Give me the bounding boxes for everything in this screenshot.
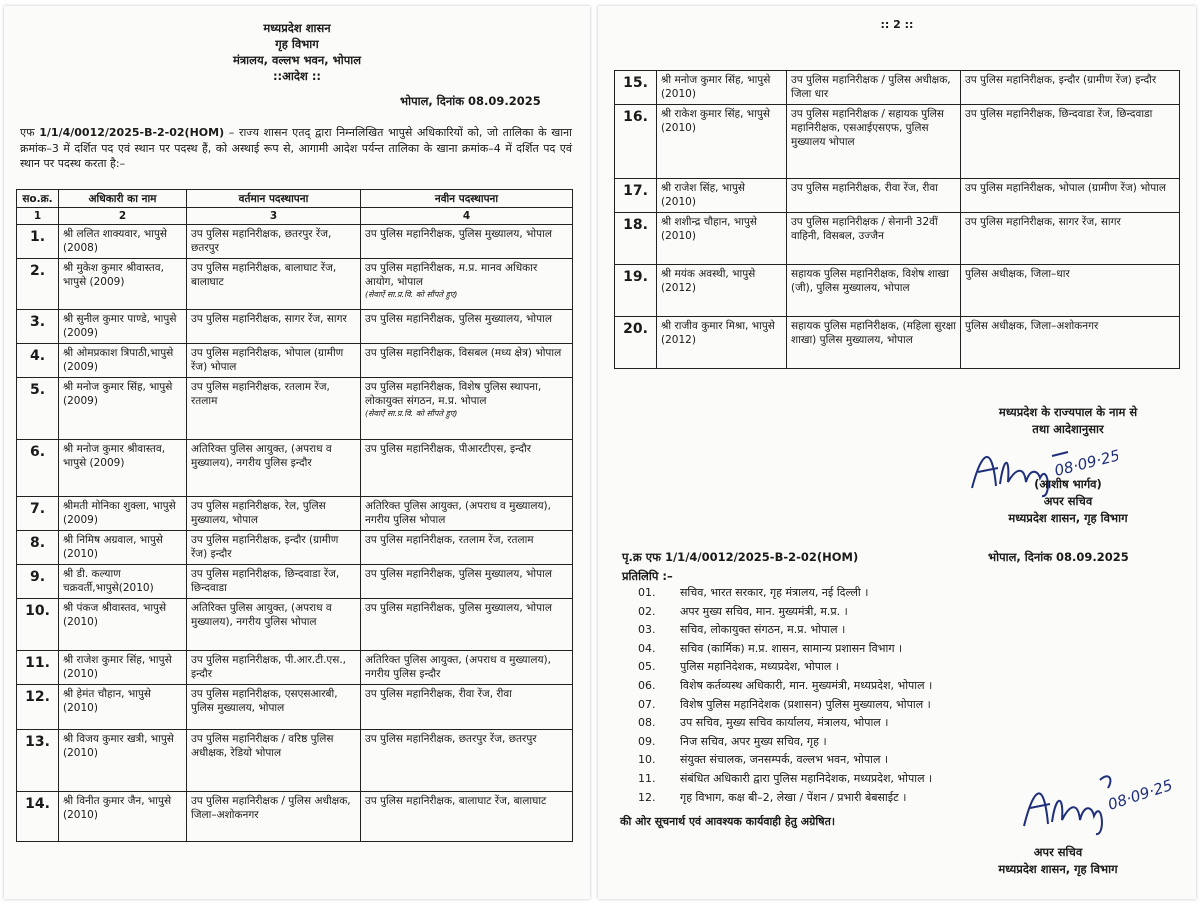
copy-recipient-item	[638, 603, 1178, 622]
officer-name-cell-text: श्री हेमंत चौहान, भापुसे (2010)	[63, 688, 152, 714]
letterhead	[4, 20, 590, 84]
signatory-2-dept: मध्यप्रदेश शासन, गृह विभाग	[998, 862, 1118, 876]
transfer-table-part-1	[16, 189, 573, 842]
serial-number-cell-text: 5.	[29, 382, 46, 398]
authority-block	[938, 404, 1198, 438]
copy-recipient-text: सचिव, भारत सरकार, गृह मंत्रालय, नई दिल्ली ।	[680, 586, 869, 599]
copy-recipient-text: विशेष पुलिस महानिदेशक (प्रशासन) पुलिस मुख्यालय, भोपाल ।	[680, 697, 931, 711]
copy-recipient-item	[638, 621, 1178, 640]
officer-name-cell-text: श्रीमती मोनिका शुक्ला, भापुसे (2009)	[63, 500, 176, 526]
current-posting-cell	[787, 71, 961, 105]
new-posting-cell-text: उप पुलिस महानिरीक्षक, बालाघाट रेंज, बालाघाट	[365, 795, 547, 807]
officer-name-cell	[59, 565, 187, 599]
copy-recipient-item	[638, 640, 1178, 659]
serial-number-cell	[17, 531, 59, 565]
new-posting-cell-text: उप पुलिस महानिरीक्षक, पुलिस मुख्यालय, भोपाल	[365, 313, 552, 325]
order-title: ::आदेश ::	[272, 69, 322, 83]
copy-recipient-text: अपर मुख्य सचिव, मान. मुख्यमंत्री, म.प्र. ।	[680, 604, 848, 618]
copy-ref-number: 1/1/4/0012/2025-B-2-02(HOM)	[664, 550, 859, 564]
copy-heading: प्रतिलिपि :–	[622, 569, 673, 583]
new-posting-cell	[961, 317, 1180, 369]
serial-number-cell-text: 13.	[25, 734, 50, 750]
new-posting-cell-text: उप पुलिस महानिरीक्षक, पुलिस मुख्यालय, भोपाल	[365, 228, 552, 240]
officer-name-cell	[59, 792, 187, 842]
officer-name-cell-text: श्री राजेश सिंह, भापुसे (2010)	[661, 182, 746, 208]
table-row	[615, 213, 1180, 265]
new-posting-cell-text: उप पुलिस महानिरीक्षक, पुलिस मुख्यालय, भोपाल	[365, 602, 552, 614]
current-posting-cell-text: उप पुलिस महानिरीक्षक, सागर रेंज, सागर	[191, 313, 347, 325]
serial-number-cell-text: 16.	[623, 109, 648, 125]
officer-name-cell	[657, 179, 787, 213]
col-number: 3	[187, 208, 361, 225]
copy-note: की ओर सूचनार्थ एवं आवश्यक कार्यवाही हेतु अग्रेषित।	[620, 815, 836, 828]
serial-number-cell	[615, 105, 657, 179]
new-posting-cell	[361, 685, 573, 730]
officer-name-cell	[59, 531, 187, 565]
col-header-new-posting: नवीन पदस्थापना	[361, 190, 573, 208]
officer-name-cell-text: श्री मनोज कुमार श्रीवास्तव, भापुसे (2009)	[63, 443, 166, 469]
signature-scribble	[1018, 768, 1178, 840]
new-posting-cell-text: उप पुलिस महानिरीक्षक, भोपाल (ग्रामीण रेंज) भोपाल	[965, 182, 1167, 194]
state-govt: मध्यप्रदेश शासन	[263, 21, 331, 35]
serial-number-cell	[615, 179, 657, 213]
serial-number-cell	[17, 651, 59, 685]
serial-number-cell	[615, 317, 657, 369]
new-posting-cell	[961, 213, 1180, 265]
copy-recipient-text: सचिव (कार्मिक) म.प्र. शासन, सामान्य प्रशासन विभाग ।	[680, 641, 903, 655]
officer-name-cell	[657, 213, 787, 265]
serial-number-cell-text: 15.	[623, 75, 648, 91]
new-posting-cell-text: उप पुलिस महानिरीक्षक, म.प्र. मानव अधिकार आयोग, भोपाल	[365, 262, 538, 288]
new-posting-cell	[961, 265, 1180, 317]
copy-recipient-text: पुलिस महानिदेशक, मध्यप्रदेश, भोपाल ।	[680, 660, 839, 674]
copy-recipient-number: 05.	[638, 660, 656, 674]
signatory-post: अपर सचिव	[1043, 494, 1093, 508]
current-posting-cell-text: अतिरिक्त पुलिस आयुक्त, (अपराध व मुख्यालय), नगरीय पुलिस भोपाल	[191, 602, 332, 628]
current-posting-cell	[187, 497, 361, 531]
copy-recipient-item	[638, 714, 1178, 733]
col-header-current-posting: वर्तमान पदस्थापना	[187, 190, 361, 208]
serial-number-cell	[17, 565, 59, 599]
table-row	[17, 730, 573, 792]
copy-recipient-number: 03.	[638, 623, 656, 637]
copy-place-date: भोपाल, दिनांक 08.09.2025	[988, 550, 1129, 564]
serial-number-cell	[17, 378, 59, 440]
posting-note: (सेवाऐं सा.प्र.वि. को सौंपते हुए)	[365, 409, 458, 418]
table-row	[615, 179, 1180, 213]
serial-number-cell-text: 18.	[623, 217, 648, 233]
officer-name-cell	[657, 105, 787, 179]
current-posting-cell-text: उप पुलिस महानिरीक्षक, एसएसआरबी, पुलिस मुख्यालय, भोपाल	[191, 688, 338, 714]
table-row	[17, 599, 573, 651]
officer-name-cell	[59, 497, 187, 531]
officer-name-cell-text: श्री मनोज कुमार सिंह, भापुसे (2009)	[63, 381, 173, 407]
table-row	[615, 317, 1180, 369]
table-row	[615, 105, 1180, 179]
new-posting-cell-text: उप पुलिस महानिरीक्षक, पीआरटीएस, इन्दौर	[365, 443, 531, 455]
transfer-table-part-2	[614, 70, 1180, 369]
copy-recipient-number: 02.	[638, 604, 656, 618]
table-row	[17, 565, 573, 599]
current-posting-cell	[187, 259, 361, 310]
officer-name-cell	[59, 259, 187, 310]
col-number: 4	[361, 208, 573, 225]
serial-number-cell-text: 1.	[29, 229, 46, 245]
ref-prefix: एफ	[20, 126, 35, 139]
officer-name-cell	[657, 71, 787, 105]
address: मंत्रालय, वल्लभ भवन, भोपाल	[232, 53, 362, 67]
officer-name-cell-text: श्री ओमप्रकाश त्रिपाठी,भापुसे (2009)	[63, 347, 174, 373]
new-posting-cell-text: उप पुलिस महानिरीक्षक, सागर रेंज, सागर	[965, 216, 1121, 228]
current-posting-cell	[187, 565, 361, 599]
signatory-block-2	[928, 844, 1188, 878]
order-page-1	[4, 6, 590, 899]
current-posting-cell	[187, 344, 361, 378]
copy-recipient-text: उप सचिव, मुख्य सचिव कार्यालय, मंत्रालय, भोपाल ।	[680, 716, 889, 730]
ref-number: 1/1/4/0012/2025-B-2-02(HOM)	[39, 126, 225, 139]
serial-number-cell-text: 2.	[29, 263, 46, 279]
copy-recipient-number: 09.	[638, 734, 656, 748]
new-posting-cell	[361, 730, 573, 792]
new-posting-cell	[361, 344, 573, 378]
new-posting-cell-text: पुलिस अधीक्षक, जिला–अशोकनगर	[965, 320, 1099, 332]
current-posting-cell-text: उप पुलिस महानिरीक्षक, भोपाल (ग्रामीण रेंज) भोपाल	[191, 347, 344, 373]
serial-number-cell-text: 19.	[623, 269, 648, 285]
copy-recipient-text: विशेष कर्तव्यस्थ अधिकारी, मान. मुख्यमंत्री, मध्यप्रदेश, भोपाल ।	[680, 678, 933, 692]
officer-name-cell	[59, 685, 187, 730]
serial-number-cell-text: 14.	[25, 796, 50, 812]
table-row	[17, 531, 573, 565]
current-posting-cell	[787, 105, 961, 179]
table-row	[615, 71, 1180, 105]
serial-number-cell-text: 6.	[29, 444, 46, 460]
signatory-dept: मध्यप्रदेश शासन, गृह विभाग	[1008, 511, 1128, 525]
copy-recipient-item	[638, 584, 1178, 603]
current-posting-cell-text: अतिरिक्त पुलिस आयुक्त, (अपराध व मुख्यालय), नगरीय पुलिस इन्दौर	[191, 443, 332, 469]
intro-text: – राज्य शासन एतद् द्वारा निम्नलिखित भापुसे अधिकारियों को, जो तालिका के खाना क्रमांक–3 में दर्शित पद एवं स्थान पर पदस्थ हैं, को अस्थाई रूप से, आगामी आदेश पर्यन्त तालिका के खाना क्रमांक–4 में दर्शित पद एवं स्थान पर पदस्थ करता है:–	[20, 126, 572, 170]
new-posting-cell	[961, 179, 1180, 213]
serial-number-cell-text: 8.	[29, 535, 46, 551]
serial-number-cell	[615, 71, 657, 105]
new-posting-cell	[361, 651, 573, 685]
current-posting-cell-text: उप पुलिस महानिरीक्षक, छतरपुर रेंज, छतरपुर	[191, 228, 332, 254]
serial-number-cell	[17, 440, 59, 497]
copy-recipient-text: संबंधित अधिकारी द्वारा पुलिस महानिदेशक, मध्यप्रदेश, भोपाल ।	[680, 771, 933, 785]
order-page-2	[598, 6, 1196, 899]
serial-number-cell-text: 12.	[25, 689, 50, 705]
copy-recipient-number: 08.	[638, 716, 656, 730]
new-posting-cell-text: उप पुलिस महानिरीक्षक, छिन्दवाडा रेंज, छिन्दवाडा	[965, 108, 1153, 120]
serial-number-cell-text: 9.	[29, 569, 46, 585]
officer-name-cell-text: श्री निमिष अग्रवाल, भापुसे (2010)	[63, 534, 163, 560]
new-posting-cell-text: उप पुलिस महानिरीक्षक, विसबल (मध्य क्षेत्र) भोपाल	[365, 347, 562, 359]
new-posting-cell	[361, 497, 573, 531]
copy-recipient-number: 06.	[638, 678, 656, 692]
current-posting-cell-text: उप पुलिस महानिरीक्षक, इन्दौर (ग्रामीण रेंज) इन्दौर	[191, 534, 339, 560]
governor-line-2: तथा आदेशानुसार	[1032, 422, 1104, 436]
col-header-serial: सo.क्र.	[17, 190, 59, 208]
new-posting-cell	[361, 310, 573, 344]
officer-name-cell	[59, 730, 187, 792]
serial-number-cell	[17, 259, 59, 310]
officer-name-cell-text: श्री मनोज कुमार सिंह, भापुसे (2010)	[661, 74, 771, 100]
signature-2	[1018, 768, 1178, 844]
place-date: भोपाल, दिनांक 08.09.2025	[400, 94, 541, 108]
new-posting-cell-text: पुलिस अधीक्षक, जिला–धार	[965, 268, 1070, 280]
officer-name-cell	[59, 599, 187, 651]
current-posting-cell-text: उप पुलिस महानिरीक्षक, रेल, पुलिस मुख्यालय, भोपाल	[191, 500, 326, 526]
table-row	[17, 378, 573, 440]
serial-number-cell-text: 20.	[623, 321, 648, 337]
serial-number-cell	[17, 685, 59, 730]
table-row	[17, 344, 573, 378]
intro-paragraph	[20, 125, 572, 172]
col-number: 2	[59, 208, 187, 225]
serial-number-cell-text: 10.	[25, 603, 50, 619]
table-row	[17, 792, 573, 842]
officer-name-cell-text: श्री राजेश कुमार सिंह, भापुसे (2010)	[63, 654, 172, 680]
table-row	[615, 265, 1180, 317]
new-posting-cell-text: अतिरिक्त पुलिस आयुक्त, (अपराध व मुख्यालय), नगरीय पुलिस भोपाल	[365, 500, 551, 526]
officer-name-cell-text: श्री राजीव कुमार मिश्रा, भापुसे (2012)	[661, 320, 775, 346]
officer-name-cell-text: श्री विजय कुमार खत्री, भापुसे (2010)	[63, 733, 174, 759]
col-number: 1	[17, 208, 59, 225]
current-posting-cell	[187, 599, 361, 651]
current-posting-cell-text: उप पुलिस महानिरीक्षक, बालाघाट रेंज, बालाघाट	[191, 262, 337, 288]
new-posting-cell-text: उप पुलिस महानिरीक्षक, रीवा रेंज, रीवा	[365, 688, 512, 700]
signatory-2-post: अपर सचिव	[1033, 845, 1083, 859]
new-posting-cell	[961, 105, 1180, 179]
copy-recipient-item	[638, 733, 1178, 752]
col-header-name: अधिकारी का नाम	[59, 190, 187, 208]
current-posting-cell	[187, 225, 361, 259]
serial-number-cell-text: 4.	[29, 348, 46, 364]
new-posting-cell-text: उप पुलिस महानिरीक्षक, इन्दौर (ग्रामीण रेंज) इन्दौर	[965, 74, 1157, 86]
current-posting-cell	[187, 792, 361, 842]
officer-name-cell	[59, 440, 187, 497]
serial-number-cell-text: 7.	[29, 501, 46, 517]
current-posting-cell	[187, 531, 361, 565]
new-posting-cell-text: उप पुलिस महानिरीक्षक, छतरपुर रेंज, छतरपुर	[365, 733, 537, 745]
serial-number-cell	[615, 265, 657, 317]
serial-number-cell	[17, 730, 59, 792]
governor-line-1: मध्यप्रदेश के राज्यपाल के नाम से	[998, 405, 1138, 419]
officer-name-cell-text: श्री मुकेश कुमार श्रीवास्तव, भापुसे (2009)	[63, 262, 164, 288]
table-row	[17, 685, 573, 730]
copy-recipient-item	[638, 677, 1178, 696]
new-posting-cell	[961, 71, 1180, 105]
svg-text:08·09·25: 08·09·25	[1105, 776, 1175, 814]
current-posting-cell	[187, 651, 361, 685]
copy-recipient-number: 10.	[638, 753, 656, 767]
new-posting-cell	[361, 378, 573, 440]
new-posting-cell	[361, 792, 573, 842]
copy-recipient-number: 07.	[638, 697, 656, 711]
new-posting-cell-text: उप पुलिस महानिरीक्षक, रतलाम रेंज, रतलाम	[365, 534, 534, 546]
department: गृह विभाग	[275, 37, 319, 51]
table-row	[17, 440, 573, 497]
copy-recipient-number: 04.	[638, 641, 656, 655]
current-posting-cell-text: सहायक पुलिस महानिरीक्षक, (महिला सुरक्षा शाखा) पुलिस मुख्यालय, भोपाल	[791, 320, 957, 346]
copy-recipient-number: 01.	[638, 586, 656, 599]
copy-recipient-text: संयुक्त संचालक, जनसम्पर्क, वल्लभ भवन, भोपाल ।	[680, 753, 889, 767]
serial-number-cell	[17, 497, 59, 531]
serial-number-cell	[17, 344, 59, 378]
serial-number-cell-text: 17.	[623, 183, 648, 199]
current-posting-cell	[787, 213, 961, 265]
new-posting-cell	[361, 259, 573, 310]
svg-text:08·09·25: 08·09·25	[1052, 446, 1118, 480]
serial-number-cell	[17, 599, 59, 651]
new-posting-cell	[361, 599, 573, 651]
current-posting-cell-text: उप पुलिस महानिरीक्षक, रीवा रेंज, रीवा	[791, 182, 938, 194]
copy-recipient-item	[638, 696, 1178, 715]
new-posting-cell	[361, 531, 573, 565]
current-posting-cell-text: उप पुलिस महानिरीक्षक / सेनानी 32वीं वाहिनी, विसबल, उज्जैन	[791, 216, 938, 242]
posting-note: (सेवाऐं सा.प्र.वि. को सौंपते हुए)	[365, 290, 458, 299]
officer-name-cell	[59, 378, 187, 440]
copy-recipient-text: सचिव, लोकायुक्त संगठन, म.प्र. भोपाल ।	[680, 623, 846, 637]
officer-name-cell-text: श्री डी. कल्याण चक्रवर्ती,भापुसे(2010)	[63, 568, 154, 594]
officer-name-cell-text: श्री राकेश कुमार सिंह, भापुसे (2010)	[661, 108, 770, 134]
officer-name-cell-text: श्री शशीन्द्र चौहान, भापुसे (2010)	[661, 216, 757, 242]
current-posting-cell	[187, 730, 361, 792]
new-posting-cell	[361, 565, 573, 599]
copy-recipient-text: गृह विभाग, कक्ष बी–2, लेखा / पेंशन / प्रभारी बेबसाईट ।	[680, 790, 907, 804]
copy-ref	[622, 550, 858, 565]
serial-number-cell	[17, 225, 59, 259]
signatory-name: (आशीष भार्गव)	[1034, 477, 1102, 491]
officer-name-cell	[657, 265, 787, 317]
current-posting-cell	[787, 265, 961, 317]
signatory-block	[938, 476, 1198, 527]
current-posting-cell-text: उप पुलिस महानिरीक्षक, पी.आर.टी.एस., इन्दौर	[191, 654, 347, 680]
serial-number-cell	[615, 213, 657, 265]
current-posting-cell-text: उप पुलिस महानिरीक्षक, रतलाम रेंज, रतलाम	[191, 381, 330, 407]
officer-name-cell-text: श्री ललित शाक्यवार, भापुसे (2008)	[63, 228, 168, 254]
current-posting-cell	[787, 179, 961, 213]
copy-ref-prefix: पृ.क्र एफ	[622, 550, 661, 564]
officer-name-cell-text: श्री सुनील कुमार पाण्डे, भापुसे (2009)	[63, 313, 177, 339]
table-row	[17, 225, 573, 259]
officer-name-cell	[59, 344, 187, 378]
officer-name-cell-text: श्री मयंक अवस्थी, भापुसे (2012)	[661, 268, 756, 294]
new-posting-cell	[361, 225, 573, 259]
serial-number-cell	[17, 792, 59, 842]
copy-recipient-text: निज सचिव, अपर मुख्य सचिव, गृह ।	[680, 734, 827, 748]
officer-name-cell	[59, 651, 187, 685]
current-posting-cell-text: उप पुलिस महानिरीक्षक / पुलिस अधीक्षक, जिला धार	[791, 74, 951, 100]
current-posting-cell-text: सहायक पुलिस महानिरीक्षक, विशेष शाखा (जी), पुलिस मुख्यालय, भोपाल	[791, 268, 949, 294]
current-posting-cell-text: उप पुलिस महानिरीक्षक / सहायक पुलिस महानिरीक्षक, एसआईएसएफ, पुलिस मुख्यालय भोपाल	[791, 108, 945, 148]
officer-name-cell	[59, 225, 187, 259]
table-row	[17, 259, 573, 310]
officer-name-cell	[59, 310, 187, 344]
current-posting-cell	[187, 440, 361, 497]
new-posting-cell-text: अतिरिक्त पुलिस आयुक्त, (अपराध व मुख्यालय), नगरीय पुलिस इन्दौर	[365, 654, 551, 680]
page-number: :: 2 ::	[880, 18, 914, 31]
serial-number-cell-text: 3.	[29, 314, 46, 330]
serial-number-cell	[17, 310, 59, 344]
serial-number-cell-text: 11.	[25, 655, 50, 671]
current-posting-cell-text: उप पुलिस महानिरीक्षक / पुलिस अधीक्षक, जिला–अशोकनगर	[191, 795, 351, 821]
officer-name-cell-text: श्री विनीत कुमार जैन, भापुसे (2010)	[63, 795, 172, 821]
table-row	[17, 310, 573, 344]
copy-recipient-number: 12.	[638, 790, 656, 804]
current-posting-cell-text: उप पुलिस महानिरीक्षक / वरिष्ठ पुलिस अधीक्षक, रेडियो भोपाल	[191, 733, 334, 759]
copy-recipient-number: 11.	[638, 771, 656, 785]
current-posting-cell-text: उप पुलिस महानिरीक्षक, छिन्दवाडा रेंज, छिन्दवाडा	[191, 568, 340, 594]
new-posting-cell	[361, 440, 573, 497]
current-posting-cell	[187, 685, 361, 730]
current-posting-cell	[187, 378, 361, 440]
officer-name-cell	[657, 317, 787, 369]
table-row	[17, 497, 573, 531]
new-posting-cell-text: उप पुलिस महानिरीक्षक, पुलिस मुख्यालय, भोपाल	[365, 568, 552, 580]
current-posting-cell	[787, 317, 961, 369]
table-row	[17, 651, 573, 685]
new-posting-cell-text: उप पुलिस महानिरीक्षक, विशेष पुलिस स्थापना, लोकायुक्त संगठन, म.प्र. भोपाल	[365, 381, 542, 407]
copy-recipient-item	[638, 658, 1178, 677]
officer-name-cell-text: श्री पंकज श्रीवास्तव, भापुसे (2010)	[63, 602, 167, 628]
current-posting-cell	[187, 310, 361, 344]
